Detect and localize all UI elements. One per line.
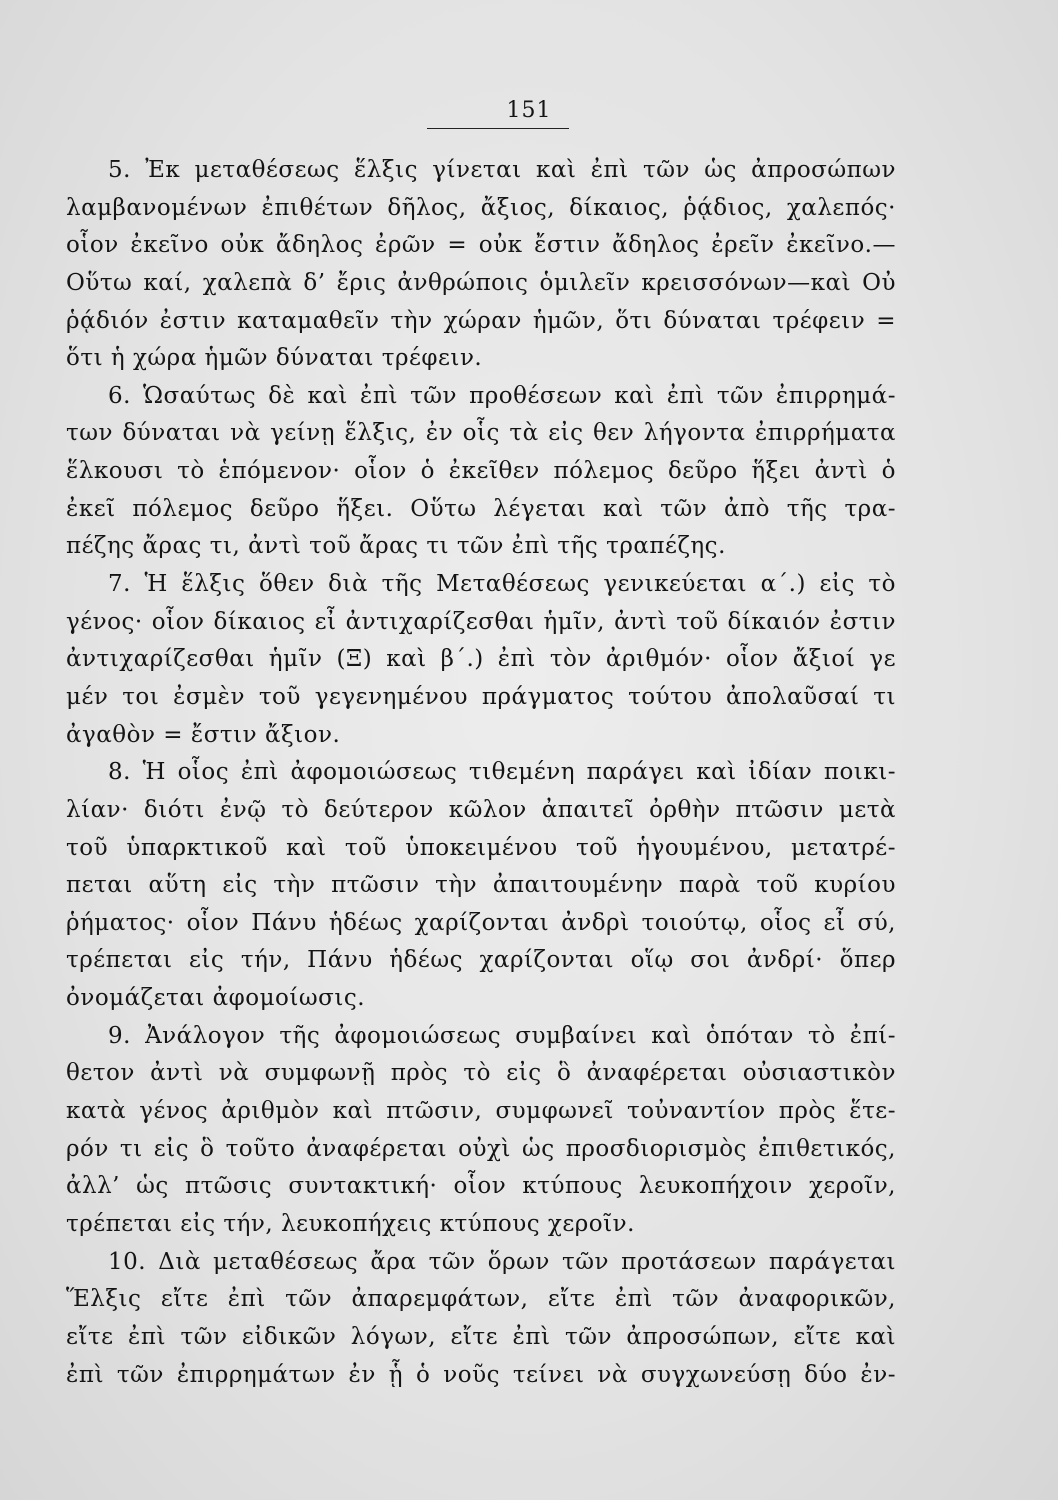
text-line: τρέπεται εἰς τήν, λευκοπήχεις κτύπους χεροῖν. [66,1210,635,1237]
text-line: 5. Ἐκ μεταθέσεως ἕλξις γίνεται καὶ ἐπὶ τῶν ὡς ἀπροσώπων [108,157,896,183]
text-line: ῥᾴδιόν ἐστιν καταμαθεῖν τὴν χώραν ἡμῶν, ὅτι δύναται τρέφειν = [66,307,896,334]
text-line: ἐπὶ τῶν ἐπιρρημάτων ἐν ᾗ ὁ νοῦς τείνει νὰ συγχωνεύσῃ δύο ἐν- [66,1361,896,1388]
text-line: 10. Διὰ μεταθέσεως ἄρα τῶν ὅρων τῶν προτάσεων παράγεται [108,1248,896,1275]
text-line: ῥήματος· οἷον Πάνυ ἡδέως χαρίζονται ἀνδρὶ τοιούτῳ, οἷος εἶ σύ, [66,909,896,936]
text-line: οἷον ἐκεῖνο οὐκ ἄδηλος ἐρῶν = οὐκ ἔστιν ἄδηλος ἐρεῖν ἐκεῖνο.— [66,232,896,259]
text-line: μέν τοι ἐσμὲν τοῦ γεγενημένου πράγματος τούτου ἀπολαῦσαί τι [66,683,896,710]
text-line: Ἕλξις εἴτε ἐπὶ τῶν ἀπαρεμφάτων, εἴτε ἐπὶ τῶν ἀναφορικῶν, [66,1286,896,1313]
text-line: κατὰ γένος ἀριθμὸν καὶ πτῶσιν, συμφωνεῖ τοὐναντίον πρὸς ἕτε- [66,1098,896,1125]
body-text [66,152,896,1394]
text-line: θετον ἀντὶ νὰ συμφωνῇ πρὸς τὸ εἰς ὃ ἀναφέρεται οὐσιαστικὸν [66,1060,896,1087]
text-line: πέζης ἄρας τι, ἀντὶ τοῦ ἄρας τι τῶν ἐπὶ τῆς τραπέζης. [66,533,726,560]
text-line: ἀλλ’ ὡς πτῶσις συντακτική· οἷον κτύπους λευκοπήχοιν χεροῖν, [66,1173,896,1200]
text-line: ὅτι ἡ χώρα ἡμῶν δύναται τρέφειν. [66,345,483,372]
text-line: των δύναται νὰ γείνῃ ἕλξις, ἐν οἷς τὰ εἰς θεν λήγοντα ἐπιρρήματα [66,420,896,447]
text-line: 9. Ἀνάλογον τῆς ἀφομοιώσεως συμβαίνει καὶ ὁπόταν τὸ ἐπί- [108,1022,896,1049]
text-line: πεται αὕτη εἰς τὴν πτῶσιν τὴν ἀπαιτουμένην παρὰ τοῦ κυρίου [66,872,896,899]
text-line: 7. Ἡ ἕλξις ὅθεν διὰ τῆς Μεταθέσεως γενικεύεται α΄.) εἰς τὸ [108,571,896,598]
text-line: 6. Ὡσαύτως δὲ καὶ ἐπὶ τῶν προθέσεων καὶ ἐπὶ τῶν ἐπιρρημά- [108,382,896,409]
text-line: Οὕτω καί, χαλεπὰ δ’ ἔρις ἀνθρώποις ὁμιλεῖν κρεισσόνων—καὶ Οὐ [66,269,896,296]
page-number: 151 [506,98,552,123]
text-line: ρόν τι εἰς ὃ τοῦτο ἀναφέρεται οὐχὶ ὡς προσδιορισμὸς ἐπιθετικός, [66,1135,896,1162]
header-rule [427,128,569,129]
text-line: τοῦ ὑπαρκτικοῦ καὶ τοῦ ὑποκειμένου τοῦ ἡγουμένου, μετατρέ- [66,834,896,861]
text-line: ὀνομάζεται ἀφομοίωσις. [66,985,366,1012]
text-line: ἀγαθὸν = ἔστιν ἄξιον. [66,721,341,748]
text-line: 8. Ἡ οἷος ἐπὶ ἀφομοιώσεως τιθεμένη παράγει καὶ ἰδίαν ποικι- [108,759,896,786]
text-line: ἕλκουσι τὸ ἑπόμενον· οἷον ὁ ἐκεῖθεν πόλεμος δεῦρο ἥξει ἀντὶ ὁ [66,458,896,485]
text-line: εἴτε ἐπὶ τῶν εἰδικῶν λόγων, εἴτε ἐπὶ τῶν ἀπροσώπων, εἴτε καὶ [66,1323,896,1350]
text-line: ἀντιχαρίζεσθαι ἡμῖν (Ξ) καὶ β΄.) ἐπὶ τὸν ἀριθμόν· οἷον ἄξιοί γε [66,646,896,673]
text-line: τρέπεται εἰς τήν, Πάνυ ἡδέως χαρίζονται οἵῳ σοι ἀνδρί· ὅπερ [66,947,896,974]
text-line: λαμβανομένων ἐπιθέτων δῆλος, ἄξιος, δίκαιος, ῥᾴδιος, χαλεπός· [66,194,896,221]
text-line: γένος· οἷον δίκαιος εἶ ἀντιχαρίζεσθαι ἡμῖν, ἀντὶ τοῦ δίκαιόν ἐστιν [66,608,896,635]
text-line: λίαν· διότι ἐνῷ τὸ δεύτερον κῶλον ἀπαιτεῖ ὀρθὴν πτῶσιν μετὰ [66,796,896,823]
text-line: ἐκεῖ πόλεμος δεῦρο ἥξει. Οὕτω λέγεται καὶ τῶν ἀπὸ τῆς τρα- [66,495,896,522]
